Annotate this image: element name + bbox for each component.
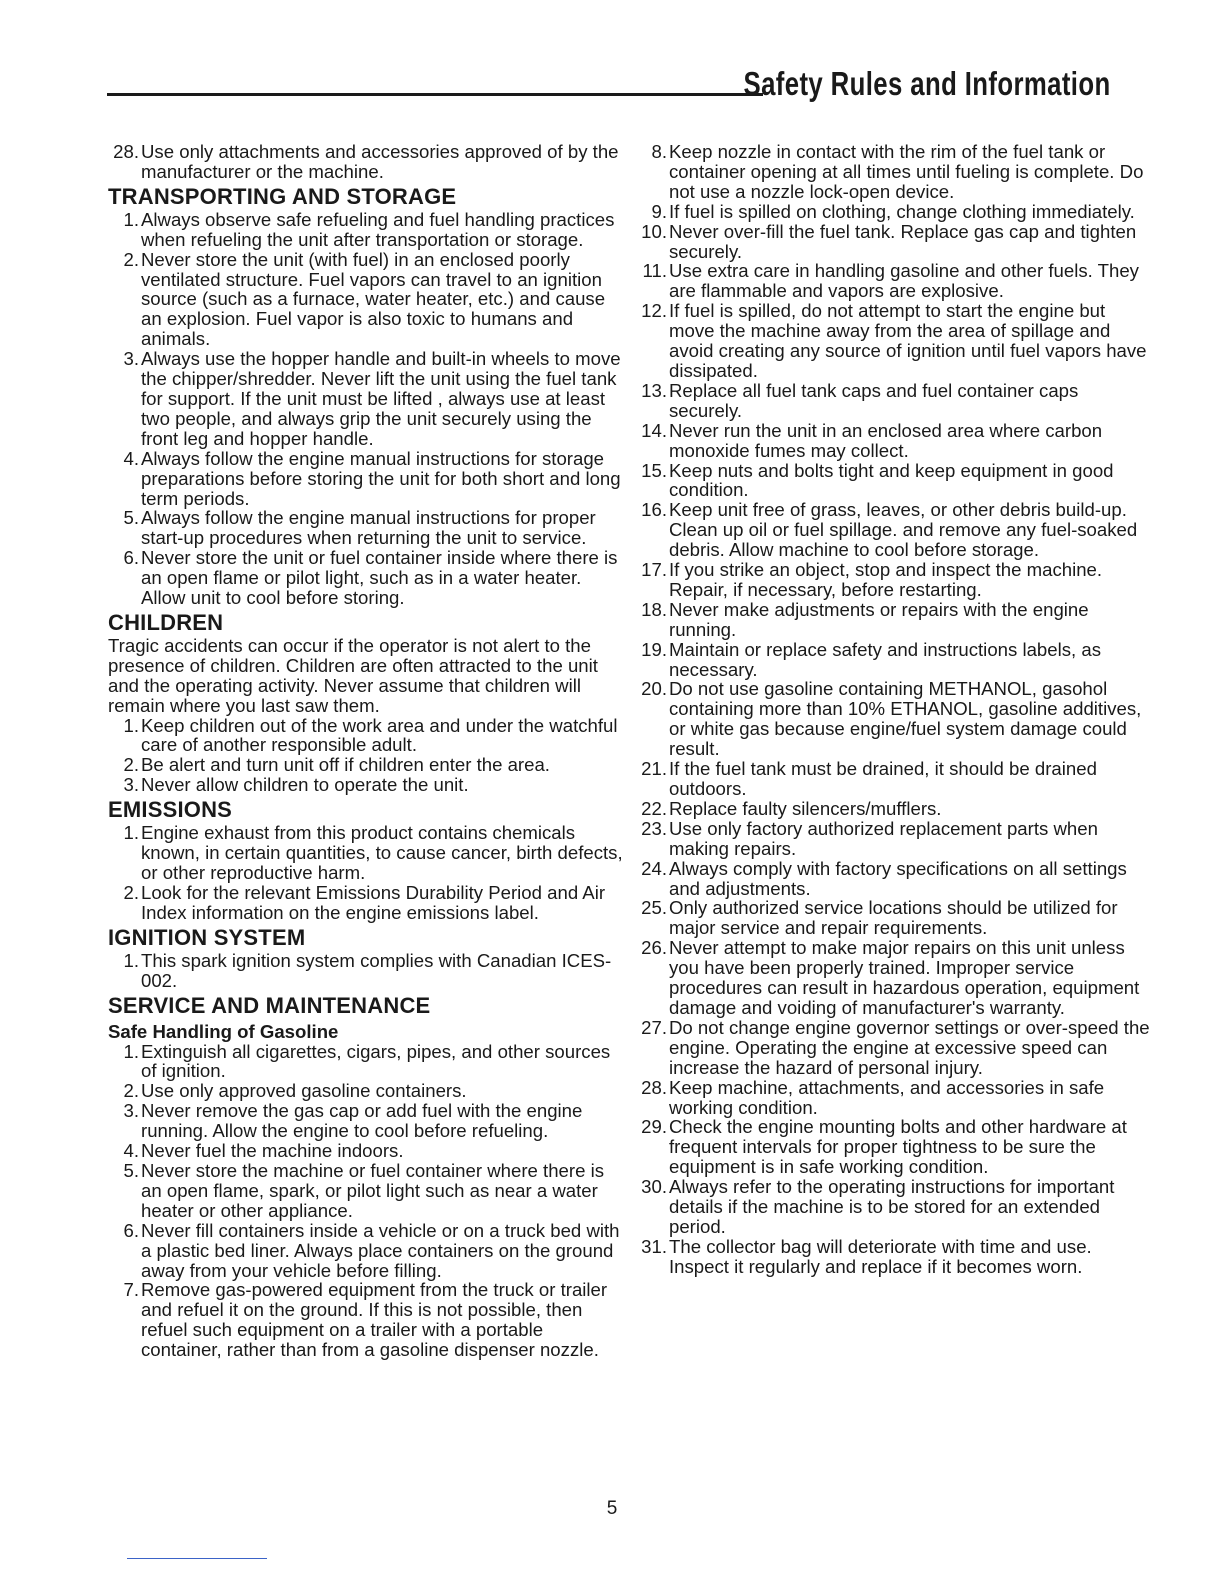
item-text: The collector bag will deteriorate with time and use. Inspect it regularly and replace if it becomes worn. [669,1235,1092,1277]
page-number: 5 [606,1498,618,1519]
list-item [636,202,1151,222]
emissions-list [108,823,623,923]
item-text: Maintain or replace safety and instructions labels, as necessary. [669,638,1102,680]
item-number: 5. [123,1159,139,1181]
section-heading-service: SERVICE AND MAINTENANCE [108,992,431,1018]
section-heading-emissions: EMISSIONS [108,797,233,823]
list-item [636,261,1151,301]
item-number: 5. [123,507,139,529]
list-item [108,449,623,509]
list-item [636,500,1151,560]
list-item [108,210,623,250]
item-number: 1. [123,822,139,844]
list-item [636,1018,1151,1078]
gasoline-list [108,1042,623,1361]
item-text: Never make adjustments or repairs with the engine running. [669,598,1089,640]
page-header [107,60,1111,100]
item-number: 3. [123,1100,139,1122]
item-text: Keep children out of the work area and under the watchful care of another responsible adult. [141,714,618,756]
children-list [108,716,623,796]
item-text: Never allow children to operate the unit. [141,774,469,796]
item-text: Do not use gasoline containing METHANOL, gasohol containing more than 10% ETHANOL, gasoline additives, or white gas because engine/fuel system damage could result. [669,678,1142,760]
list-item [636,759,1151,799]
item-text: Always refer to the operating instructions for important details if the machine is to be stored for an extended period. [669,1176,1115,1237]
item-text: This spark ignition system complies with Canadian ICES-002. [141,949,612,991]
item-text: Use only factory authorized replacement parts when making repairs. [669,817,1098,859]
list-item [636,142,1151,202]
header-rule [107,93,763,96]
item-text: If you strike an object, stop and inspect the machine. Repair, if necessary, before restarting. [669,559,1103,600]
transport-list [108,210,623,608]
item-number: 1. [123,1040,139,1062]
list-item [108,775,623,795]
item-text: Never remove the gas cap or add fuel with the engine running. Allow the engine to cool before refueling. [141,1100,583,1142]
list-item [108,1101,623,1141]
list-item [636,560,1151,600]
item-number: 8. [651,141,667,162]
item-text: Always follow the engine manual instructions for proper start-up procedures when returning the unit to service. [141,507,596,549]
list-item [636,640,1151,680]
list-item [108,250,623,350]
item-text: Check the engine mounting bolts and other hardware at frequent intervals for proper tightness to be sure the equipment is in safe working condition. [669,1116,1127,1178]
list-item [108,755,623,775]
item-text: Keep nuts and bolts tight and keep equipment in good condition. [669,459,1114,501]
item-number: 21. [641,758,667,780]
item-text: Always observe safe refueling and fuel handling practices when refueling the unit after transportation or storage. [141,208,615,250]
item-number: 3. [123,774,139,796]
item-number: 1. [123,208,139,230]
item-number: 14. [641,419,667,441]
item-text: Always comply with factory specifications on all settings and adjustments. [669,857,1127,899]
item-text: If fuel is spilled, do not attempt to start the engine but move the machine away from the area of spillage and avoid creating any source of ignition until fuel vapors have dissipated. [669,300,1147,381]
list-item [108,508,623,548]
list-item [108,823,623,883]
item-number: 9. [651,200,667,222]
item-number: 23. [641,817,667,839]
item-text: Keep nozzle in contact with the rim of the fuel tank or container opening at all times until fueling is complete. Do not use a nozzle lock-open device. [669,141,1144,202]
item-number: 13. [641,379,667,401]
list-item [636,799,1151,819]
item-text: Use only approved gasoline containers. [141,1080,467,1102]
list-item [636,421,1151,461]
list-item [636,1237,1151,1277]
item-text: Remove gas-powered equipment from the truck or trailer and refuel it on the ground. If this is not possible, then refuel such equipment on a trailer with a portable container, rather than from a gasoline dispenser nozzle. [141,1279,608,1361]
item-text: Replace faulty silencers/mufflers. [669,797,942,819]
list-item [636,301,1151,381]
item-text: Never attempt to make major repairs on this unit unless you have been properly trained. Improper service procedures can result in hazardous operation, equipment damage and voiding of manufacturer's warranty. [669,937,1140,1018]
list-item [108,1221,623,1281]
item-text: Be alert and turn unit off if children enter the area. [141,754,550,776]
list-item [636,679,1151,759]
item-number: 6. [123,547,139,569]
item-number: 10. [641,220,667,242]
item-number: 3. [123,348,139,370]
list-item [108,716,623,756]
item-number: 2. [123,881,139,903]
ignition-list [108,951,623,991]
item-number: 24. [641,857,667,879]
children-paragraph: Tragic accidents can occur if the operator is not alert to the presence of children. Children are often attracted to the unit and the operating activity. Never assume that children will remain where you last saw them. [108,634,598,716]
item-text: Never fill containers inside a vehicle or on a truck bed with a plastic bed liner. Always place containers on the ground away from your vehicle before filling. [141,1219,620,1281]
item-number: 6. [123,1219,139,1241]
item-text: Keep machine, attachments, and accessories in safe working condition. [669,1076,1105,1118]
list-item [636,381,1151,421]
list-item [636,1078,1151,1118]
item-number: 1. [123,714,139,736]
item-text: Always use the hopper handle and built-in wheels to move the chipper/shredder. Never lift the unit using the fuel tank for support. If the unit must be lifted , always use at least two people, and always grip the unit securely using the front leg and hopper handle. [141,348,621,449]
item-number: 22. [641,797,667,819]
item-text: Never run the unit in an enclosed area where carbon monoxide fumes may collect. [669,419,1103,461]
item-number: 31. [641,1235,667,1257]
item-number: 4. [123,1140,139,1162]
item-number: 29. [641,1116,667,1138]
list-item [108,1081,623,1101]
page-title: Safety Rules and Information [743,65,1111,102]
item-text: Do not change engine governor settings or over-speed the engine. Operating the engine at excessive speed can increase the hazard of personal injury. [669,1016,1150,1078]
item-number: 17. [641,559,667,581]
section-heading-ignition: IGNITION SYSTEM [108,924,306,950]
item-number: 25. [641,897,667,919]
left-column [108,142,623,1360]
list-item [108,548,623,608]
list-item [108,349,623,449]
list-item [636,938,1151,1018]
item-number: 19. [641,638,667,660]
item-number: 20. [641,678,667,700]
item-number: 18. [641,598,667,620]
item-text: Use only attachments and accessories approved of by the manufacturer or the machine. [141,141,619,182]
item-number: 28. [113,141,139,162]
list-item [636,461,1151,501]
item-number: 7. [123,1279,139,1301]
item-text: If fuel is spilled on clothing, change clothing immediately. [669,200,1135,222]
item-number: 11. [642,260,667,282]
item-number: 2. [123,1080,139,1102]
list-item [108,1280,623,1360]
list-item [636,600,1151,640]
item-number: 15. [641,459,667,481]
item-number: 2. [123,754,139,776]
item-text: Use extra care in handling gasoline and other fuels. They are flammable and vapors are explosive. [669,260,1139,302]
item-text: Replace all fuel tank caps and fuel container caps securely. [669,379,1079,421]
item-number: 2. [123,248,139,270]
item-text: Only authorized service locations should be utilized for major service and repair requirements. [669,897,1118,939]
item-text: Never store the machine or fuel container where there is an open flame, spark, or pilot light such as near a water heater or other appliance. [141,1159,605,1221]
list-item [636,859,1151,899]
item-number: 4. [123,447,139,469]
item-number: 1. [123,949,139,971]
list-item [108,1042,623,1082]
list-item [636,819,1151,859]
item-text: Never store the unit (with fuel) in an enclosed poorly ventilated structure. Fuel vapors can travel to an ignition source (such as a furnace, water heater, etc.) and cause an explosion. Fuel vapor is also toxic to humans and animals. [141,248,606,350]
item-number: 28. [641,1076,667,1098]
list-item [636,1117,1151,1177]
list-item [108,951,623,991]
item-number: 12. [641,300,667,322]
list-item [108,142,623,182]
item-text: Always follow the engine manual instructions for storage preparations before storing the unit for both short and long term periods. [141,447,621,509]
list-item [636,1177,1151,1237]
item-text: Never fuel the machine indoors. [141,1140,404,1162]
subheading-safe-handling: Safe Handling of Gasoline [108,1020,339,1042]
item-number: 26. [641,937,667,959]
item-text: Extinguish all cigarettes, cigars, pipes, and other sources of ignition. [141,1040,611,1082]
item-number: 30. [641,1176,667,1198]
right-column [636,142,1151,1277]
item-text: Keep unit free of grass, leaves, or other debris build-up. Clean up oil or fuel spillage. and remove any fuel-soaked debris. Allow machine to cool before storage. [669,499,1138,561]
item-number: 27. [641,1016,667,1038]
item-number: 16. [641,499,667,521]
list-item [636,898,1151,938]
section-heading-children: CHILDREN [108,609,224,635]
item-text: Engine exhaust from this product contains chemicals known, in certain quantities, to cause cancer, birth defects, or other reproductive harm. [141,822,623,883]
list-item [636,222,1151,262]
item-text: Look for the relevant Emissions Durability Period and Air Index information on the engine emissions label. [141,881,606,923]
section-heading-transporting: TRANSPORTING AND STORAGE [108,183,457,209]
list-item [108,883,623,923]
footer-rule [127,1558,267,1559]
list-item [108,1161,623,1221]
list-item [108,1141,623,1161]
item-text: Never over-fill the fuel tank. Replace gas cap and tighten securely. [669,220,1137,262]
item-text: Never store the unit or fuel container inside where there is an open flame or pilot light, such as in a water heater. Allow unit to cool before storing. [141,547,618,609]
item-text: If the fuel tank must be drained, it should be drained outdoors. [669,758,1097,799]
